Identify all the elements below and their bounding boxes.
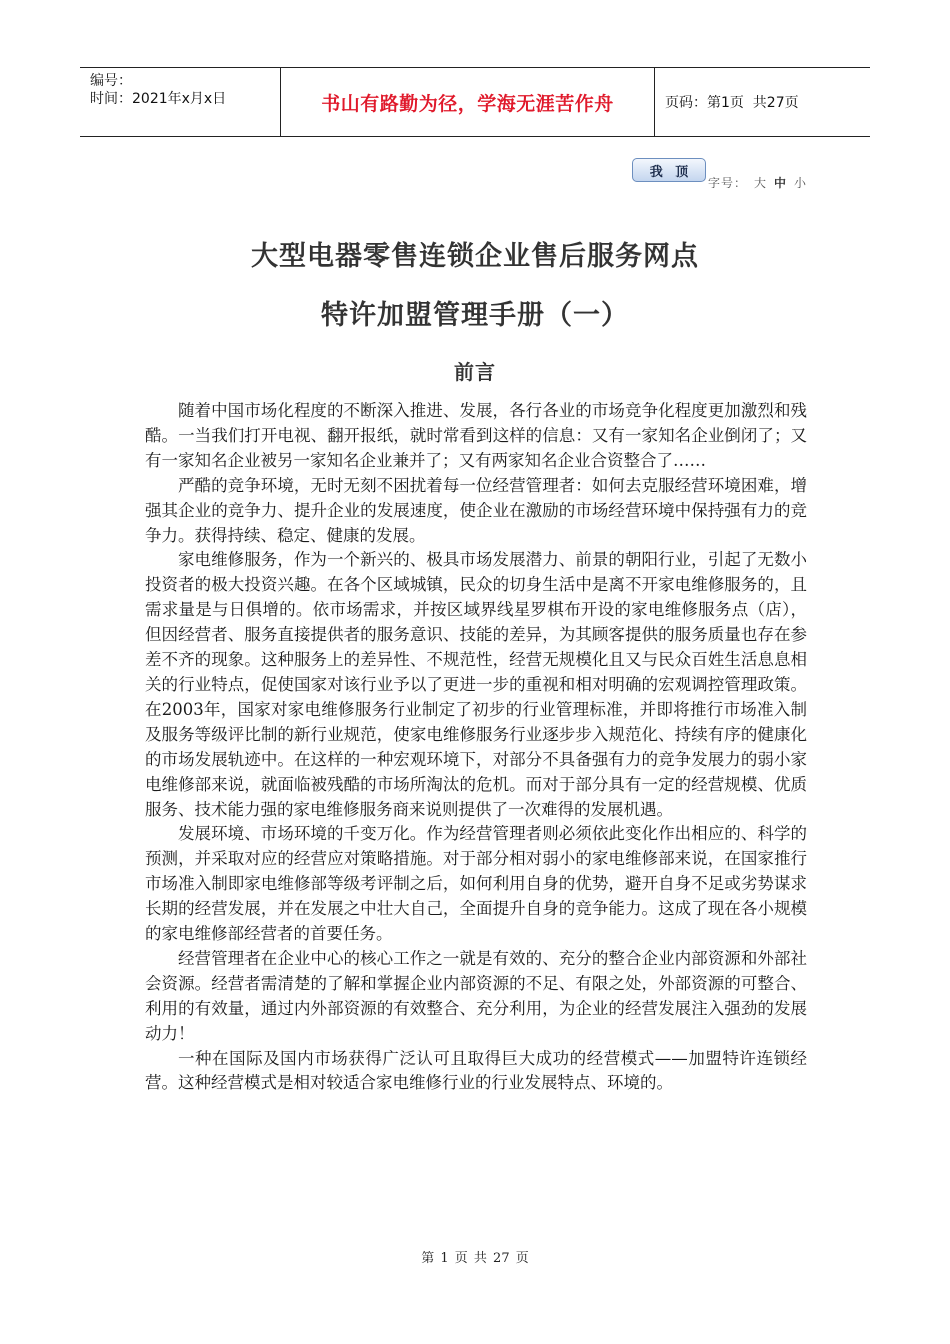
body-paragraph: 一种在国际及国内市场获得广泛认可且取得巨大成功的经营模式——加盟特许连锁经营。这种经营模式是相对较适合家电维修行业的行业发展特点、环境的。 (145, 1048, 807, 1093)
body-paragraph: 经营管理者在企业中心的核心工作之一就是有效的、充分的整合企业内部资源和外部社会资源。经营者需清楚的了解和掌握企业内部资源的不足、有限之处，外部资源的可整合、利用的有效量，通过内外部资源的有效整合、充分利用，为企业的经营发展注入强劲的发展动力！ (145, 948, 807, 1043)
font-size-large-option[interactable]: 大 (754, 176, 768, 190)
top-button[interactable]: 我 顶 (632, 158, 706, 182)
document-title-line1: 大型电器零售连锁企业售后服务网点 (251, 241, 699, 272)
header-motto: 书山有路勤为径，学海无涯苦作舟 (321, 92, 614, 115)
font-size-small-option[interactable]: 小 (794, 176, 808, 190)
font-size-selector (708, 174, 807, 191)
font-size-label: 字号： (708, 176, 748, 190)
document-date-label: 时间：2021年x月x日 (90, 91, 227, 107)
body-paragraph: 家电维修服务，作为一个新兴的、极具市场发展潜力、前景的朝阳行业，引起了无数小投资者的极大投资兴趣。在各个区域城镇，民众的切身生活中是离不开家电维修服务的，且需求量是与日俱增的。依市场需求，并按区域界线星罗棋布开设的家电维修服务点（店），但因经营者、服务直接提供者的服务意识、技能的差异，为其顾客提供的服务质量也存在参差不齐的现象。这种服务上的差异性、不规范性，经营无规模化且又与民众百姓生活息息相关的行业特点，促使国家对该行业予以了更进一步的重视和相对明确的宏观调控管理政策。在2003年，国家对家电维修服务行业制定了初步的行业管理标准，并即将推行市场准入制及服务等级评比制的新行业规范，使家电维修服务行业逐步步入规范化、持续有序的健康化的市场发展轨迹中。在这样的一种宏观环境下，对部分不具备强有力的竞争发展力的弱小家电维修部来说，就面临被残酷的市场所淘汰的危机。而对于部分具有一定的经营规模、优质服务、技术能力强的家电维修服务商来说则提供了一次难得的发展机遇。 (145, 550, 807, 819)
page-header (80, 67, 870, 137)
font-size-medium-option[interactable]: 中 (774, 176, 788, 190)
body-paragraph: 严酷的竞争环境，无时无刻不困扰着每一位经营管理者：如何去克服经营环境困难，增强其企业的竞争力、提升企业的发展速度，使企业在激励的市场经营环境中保持强有力的竞争力。获得持续、稳定、健康的发展。 (145, 475, 807, 545)
body-paragraph: 随着中国市场化程度的不断深入推进、发展，各行各业的市场竞争化程度更加激烈和残酷。一当我们打开电视、翻开报纸，就时常看到这样的信息：又有一家知名企业倒闭了；又有一家知名企业被另一家知名企业兼并了；又有两家知名企业合资整合了…… (145, 401, 807, 470)
header-page-info: 页码：第1页 共27页 (665, 95, 799, 111)
body-paragraph: 发展环境、市场环境的千变万化。作为经营管理者则必须依此变化作出相应的、科学的预测，并采取对应的经营应对策略措施。对于部分相对弱小的家电维修部来说，在国家推行市场准入制即家电维修部等级考评制之后，如何利用自身的优势，避开自身不足或劣势谋求长期的经营发展，并在发展之中壮大自己，全面提升自身的竞争能力。这成了现在各小规模的家电维修部经营者的首要任务。 (145, 824, 807, 944)
document-body (145, 399, 807, 1096)
header-meta (80, 68, 281, 136)
header-motto-cell (281, 68, 655, 136)
page-footer: 第 1 页 共 27 页 (421, 1251, 529, 1266)
header-page-info-cell (655, 68, 870, 136)
section-title: 前言 (454, 360, 496, 384)
document-title-line2: 特许加盟管理手册（一） (321, 300, 629, 331)
document-number-label: 编号： (90, 73, 132, 89)
